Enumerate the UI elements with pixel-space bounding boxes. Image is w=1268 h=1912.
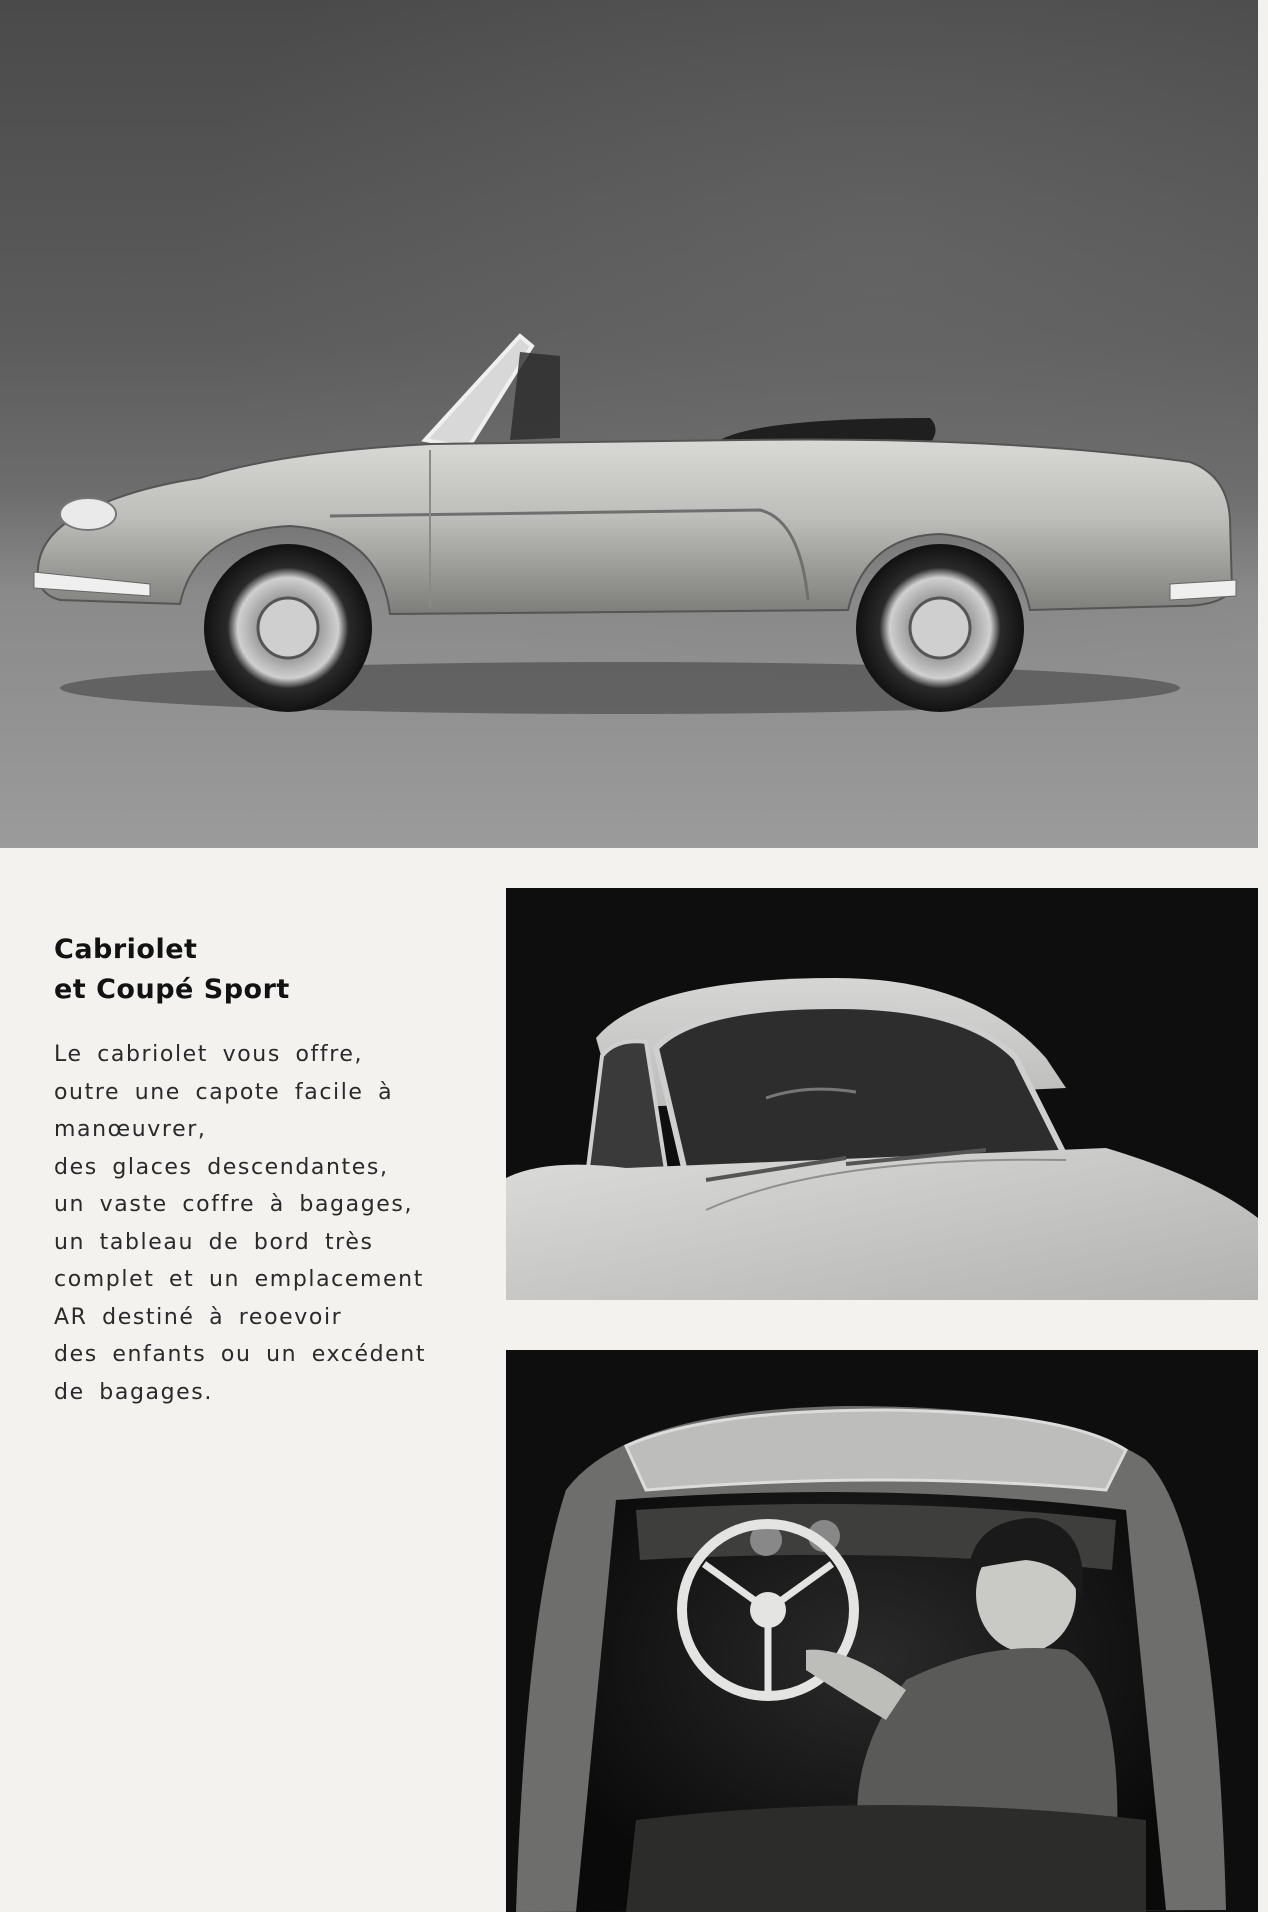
section-heading <box>54 930 474 1010</box>
interior-photo <box>506 1350 1258 1912</box>
heading-line-1: Cabriolet <box>54 934 198 965</box>
body-line: outre une capote facile à <box>54 1079 394 1105</box>
heading-line-2: et Coupé Sport <box>54 974 290 1005</box>
rear-bumper <box>1170 580 1236 600</box>
description-text <box>54 1036 474 1411</box>
coupe-hood <box>506 1148 1258 1300</box>
body-line: des glaces descendantes, <box>54 1154 389 1180</box>
body-line: un tableau de bord très <box>54 1229 374 1255</box>
rear-seat <box>626 1805 1146 1912</box>
cabriolet-illustration <box>0 0 1258 848</box>
body-line: un vaste coffre à bagages, <box>54 1192 414 1217</box>
interior-illustration <box>506 1350 1258 1912</box>
body-line: complet et un emplacement <box>54 1267 424 1292</box>
headlight <box>60 498 116 530</box>
body-line: de bagages. <box>54 1379 213 1405</box>
cabriolet-side-photo <box>0 0 1258 848</box>
body-line: des enfants ou un excédent <box>54 1342 427 1367</box>
coupe-front-photo <box>506 888 1258 1300</box>
body-line: manœuvrer, <box>54 1117 207 1142</box>
coupe-illustration <box>506 888 1258 1300</box>
body-line: Le cabriolet vous offre, <box>54 1042 364 1067</box>
body-line: AR destiné à reoevoir <box>54 1304 343 1330</box>
